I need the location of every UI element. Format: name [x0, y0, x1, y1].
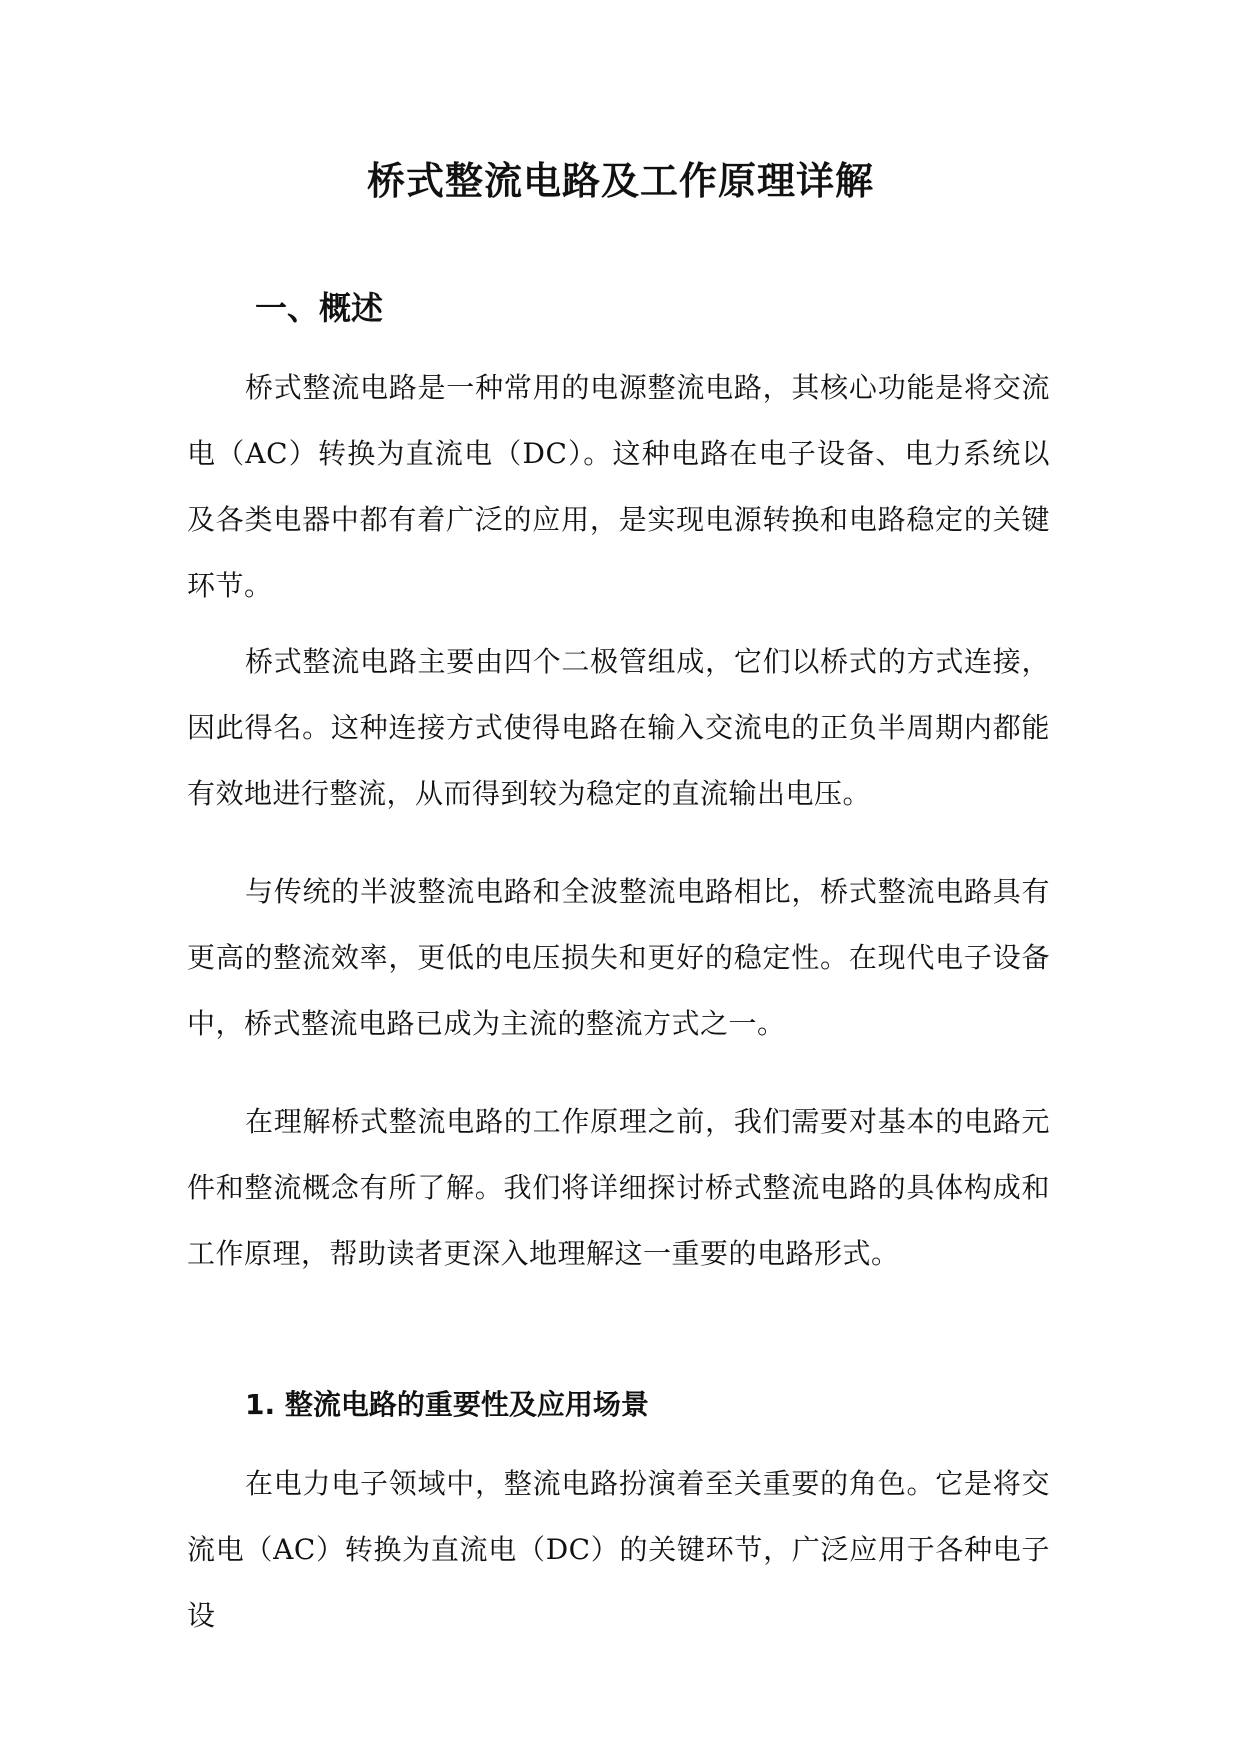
- document-title: 桥式整流电路及工作原理详解: [366, 159, 874, 203]
- section-heading-overview: 一、概述: [255, 289, 384, 327]
- paragraph-5: 在电力电子领域中，整流电路扮演着至关重要的角色。它是将交流电（AC）转换为直流电（DC）的关键环节，广泛应用于各种电子设: [187, 1467, 1050, 1632]
- paragraph-2: 桥式整流电路主要由四个二极管组成，它们以桥式的方式连接，因此得名。这种连接方式使得电路在输入交流电的正负半周期内都能有效地进行整流，从而得到较为稳定的直流输出电压。: [187, 645, 1050, 810]
- subsection-heading-importance: 1. 整流电路的重要性及应用场景: [245, 1388, 649, 1421]
- paragraph-1: 桥式整流电路是一种常用的电源整流电路，其核心功能是将交流电（AC）转换为直流电（DC）。这种电路在电子设备、电力系统以及各类电器中都有着广泛的应用，是实现电源转换和电路稳定的关键环节。: [187, 371, 1050, 602]
- paragraph-4: 在理解桥式整流电路的工作原理之前，我们需要对基本的电路元件和整流概念有所了解。我们将详细探讨桥式整流电路的具体构成和工作原理，帮助读者更深入地理解这一重要的电路形式。: [187, 1105, 1050, 1270]
- paragraph-3: 与传统的半波整流电路和全波整流电路相比，桥式整流电路具有更高的整流效率，更低的电压损失和更好的稳定性。在现代电子设备中，桥式整流电路已成为主流的整流方式之一。: [187, 875, 1050, 1040]
